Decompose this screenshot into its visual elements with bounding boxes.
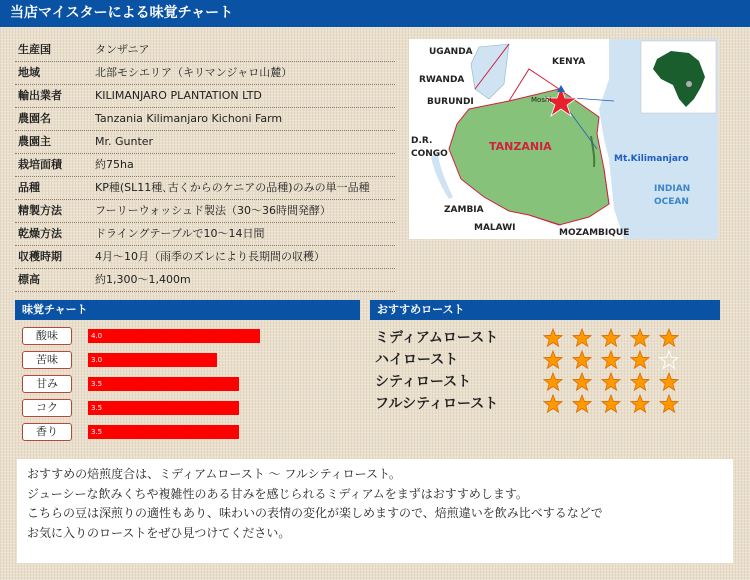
taste-bar bbox=[88, 353, 217, 367]
star-filled-icon bbox=[601, 394, 621, 414]
info-value: 北部モシエリア（キリマンジャロ山麓） bbox=[95, 66, 293, 79]
roast-item bbox=[375, 371, 705, 393]
taste-label: 甘み bbox=[22, 375, 72, 393]
info-row bbox=[15, 177, 395, 200]
star-filled-icon bbox=[572, 328, 592, 348]
map-label-zambia: ZAMBIA bbox=[444, 205, 484, 215]
map-label-ocean-line1: INDIAN bbox=[654, 184, 691, 194]
info-label: 品種 bbox=[18, 181, 40, 194]
star-filled-icon bbox=[630, 328, 650, 348]
taste-bar-value: 3.5 bbox=[91, 404, 103, 412]
info-value: ドライングテーブルで10～14日間 bbox=[95, 227, 265, 240]
info-value: KP種(SL11種､古くからのケニアの品種)のみの単一品種 bbox=[95, 181, 370, 194]
taste-bar-track bbox=[88, 425, 303, 439]
taste-bar-track bbox=[88, 329, 303, 343]
info-label: 収穫時期 bbox=[18, 250, 62, 263]
map-label-drc-line2: CONGO bbox=[411, 149, 448, 159]
star-filled-icon bbox=[572, 394, 592, 414]
taste-label: コク bbox=[22, 399, 72, 417]
map-label-ocean-line2: OCEAN bbox=[654, 197, 689, 207]
taste-item bbox=[20, 375, 310, 393]
info-row bbox=[15, 108, 395, 131]
roast-item bbox=[375, 327, 705, 349]
map-label-mozambique: MOZAMBIQUE bbox=[559, 228, 630, 238]
taste-item bbox=[20, 399, 310, 417]
star-filled-icon bbox=[659, 372, 679, 392]
taste-bar-track bbox=[88, 353, 303, 367]
taste-chart-header bbox=[15, 300, 360, 320]
product-info-table bbox=[15, 39, 395, 292]
tanzania-highlight-icon bbox=[686, 81, 692, 87]
description-line: ジューシーな飲みくちや複雑性のある甘みを感じられるミディアムをまずはおすすめします。 bbox=[27, 486, 528, 501]
star-filled-icon bbox=[543, 394, 563, 414]
roast-item bbox=[375, 349, 705, 371]
map-label-malawi: MALAWI bbox=[474, 223, 516, 233]
info-label: 乾燥方法 bbox=[18, 227, 62, 240]
info-value: 4月～10月（雨季のズレにより長期間の収穫） bbox=[95, 250, 325, 263]
map-label-kenya: KENYA bbox=[552, 57, 586, 67]
map-label-drc-line1: D.R. bbox=[411, 136, 433, 146]
taste-label: 酸味 bbox=[22, 327, 72, 345]
taste-bar bbox=[88, 377, 239, 391]
info-value: Mr. Gunter bbox=[95, 135, 154, 148]
info-row bbox=[15, 131, 395, 154]
roast-label: ミディアムロースト bbox=[375, 330, 499, 346]
star-filled-icon bbox=[543, 328, 563, 348]
page-title: 当店マイスターによる味覚チャート bbox=[10, 5, 234, 21]
taste-bar bbox=[88, 329, 260, 343]
roast-title: おすすめロースト bbox=[377, 303, 465, 316]
info-label: 農園主 bbox=[18, 135, 51, 148]
map-label-kilimanjaro: Mt.Kilimanjaro bbox=[614, 154, 689, 164]
star-filled-icon bbox=[659, 394, 679, 414]
info-row bbox=[15, 246, 395, 269]
description-line: こちらの豆は深煎りの適性もあり、味わいの表情の変化が楽しめますので、焙煎違いを飲み比べするなどで bbox=[27, 506, 603, 520]
info-value: KILIMANJARO PLANTATION LTD bbox=[95, 89, 262, 102]
star-filled-icon bbox=[572, 350, 592, 370]
star-filled-icon bbox=[630, 372, 650, 392]
map-label-tanzania: TANZANIA bbox=[489, 140, 552, 153]
info-label: 精製方法 bbox=[18, 204, 62, 217]
map-label-burundi: BURUNDI bbox=[427, 97, 474, 107]
info-value: フーリーウォッシュド製法（30～36時間発酵） bbox=[95, 204, 332, 217]
star-filled-icon bbox=[659, 328, 679, 348]
star-filled-icon bbox=[543, 350, 563, 370]
map-label-uganda: UGANDA bbox=[429, 47, 473, 57]
taste-bar-value: 3.5 bbox=[91, 428, 103, 436]
roast-label: ハイロースト bbox=[375, 352, 459, 368]
star-filled-icon bbox=[601, 350, 621, 370]
info-row bbox=[15, 200, 395, 223]
info-row bbox=[15, 154, 395, 177]
info-row bbox=[15, 85, 395, 108]
info-value: 約75ha bbox=[95, 158, 134, 171]
taste-bar bbox=[88, 425, 239, 439]
taste-item bbox=[20, 423, 310, 441]
taste-item bbox=[20, 351, 310, 369]
taste-bar-track bbox=[88, 401, 303, 415]
info-row bbox=[15, 269, 395, 292]
tanzania-map bbox=[409, 39, 718, 239]
star-empty-icon bbox=[659, 350, 679, 370]
description-line: お気に入りのローストをぜひ見つけてください。 bbox=[27, 525, 291, 540]
page-header bbox=[0, 0, 750, 27]
info-label: 生産国 bbox=[18, 43, 51, 56]
info-value: 約1,300～1,400m bbox=[95, 273, 191, 286]
info-row bbox=[15, 223, 395, 246]
taste-label: 苦味 bbox=[22, 351, 72, 369]
info-row bbox=[15, 62, 395, 85]
taste-bar-value: 4.0 bbox=[91, 332, 103, 340]
roast-label: シティロースト bbox=[375, 374, 472, 390]
star-filled-icon bbox=[601, 372, 621, 392]
taste-bar-value: 3.5 bbox=[91, 380, 103, 388]
taste-item bbox=[20, 327, 310, 345]
star-filled-icon bbox=[630, 394, 650, 414]
map-label-rwanda: RWANDA bbox=[419, 75, 465, 85]
roast-description bbox=[17, 459, 733, 563]
info-label: 農園名 bbox=[18, 112, 51, 125]
info-value: タンザニア bbox=[95, 43, 150, 56]
info-row bbox=[15, 39, 395, 62]
map-label-moshi: Moshi bbox=[531, 96, 552, 104]
taste-bar-track bbox=[88, 377, 303, 391]
taste-chart-title: 味覚チャート bbox=[22, 303, 88, 316]
star-filled-icon bbox=[543, 372, 563, 392]
taste-bar-value: 3.0 bbox=[91, 356, 103, 364]
info-label: 栽培面積 bbox=[18, 158, 62, 171]
star-filled-icon bbox=[572, 372, 592, 392]
info-label: 輸出業者 bbox=[18, 89, 62, 102]
info-value: Tanzania Kilimanjaro Kichoni Farm bbox=[95, 112, 283, 125]
map-graphic bbox=[409, 39, 718, 239]
info-label: 標高 bbox=[18, 273, 40, 286]
taste-bar bbox=[88, 401, 239, 415]
star-filled-icon bbox=[601, 328, 621, 348]
roast-item bbox=[375, 393, 705, 415]
taste-label: 香り bbox=[22, 423, 72, 441]
description-line: おすすめの焙煎度合は、ミディアムロースト ～ フルシティロースト。 bbox=[27, 467, 401, 481]
roast-label: フルシティロースト bbox=[375, 396, 499, 412]
info-label: 地域 bbox=[18, 66, 40, 79]
star-filled-icon bbox=[630, 350, 650, 370]
roast-header bbox=[370, 300, 720, 320]
